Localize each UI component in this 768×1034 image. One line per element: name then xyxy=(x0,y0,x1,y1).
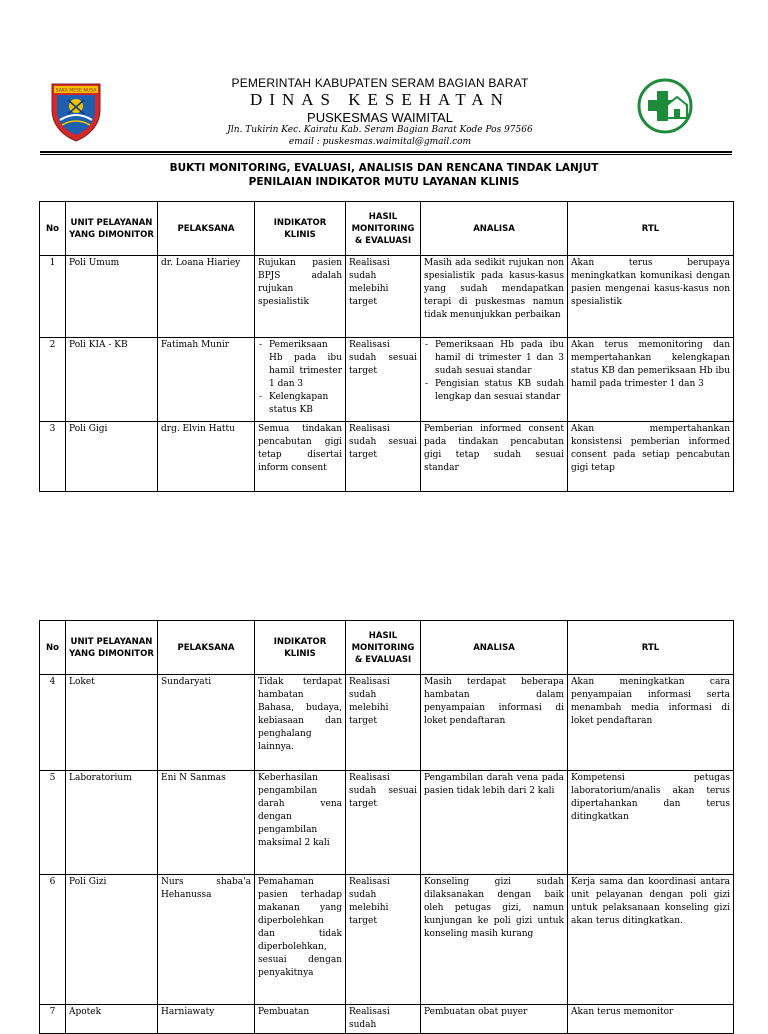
cell-rtl: Akan terus memonitoring dan mempertahankan kelengkapan status KB dan pemeriksaan Hb ibu hamil pada trimester 1 dan 3 xyxy=(568,338,734,422)
table-row xyxy=(40,422,734,492)
monitoring-table-part1 xyxy=(39,201,734,492)
letterhead-agency: DINAS KESEHATAN xyxy=(250,90,510,109)
cell-unit: Apotek xyxy=(66,1005,158,1034)
cell-analisa: Masih ada sedikit rujukan non spesialistik pada kasus-kasus yang sudah mendapatkan terapi di puskesmas namun tidak menunjukkan perbaikan xyxy=(421,256,568,338)
table-row xyxy=(40,675,734,771)
cell-unit: Laboratorium xyxy=(66,771,158,875)
svg-text:SAKA MESE NUSA: SAKA MESE NUSA xyxy=(55,88,97,94)
table-row xyxy=(40,875,734,1005)
header-rtl: RTL xyxy=(568,202,734,256)
cell-unit: Poli Umum xyxy=(66,256,158,338)
cell-indikator: Rujukan pasien BPJS adalah rujukan spesialistik xyxy=(255,256,346,338)
list-item: - Pengisian status KB sudah lengkap dan sesuai standar xyxy=(435,378,564,404)
cell-indikator: Pemahaman pasien terhadap makanan yang diperbolehkan dan tidak diperbolehkan, sesuai dengan penyakitnya xyxy=(255,875,346,1005)
header-pelaksana: PELAKSANA xyxy=(158,202,255,256)
header-rtl: RTL xyxy=(568,621,734,675)
table-header-row xyxy=(40,202,734,256)
cell-hasil: Realisasi sudah sesuai target xyxy=(346,771,421,875)
cell-hasil: Realisasi sudah sesuai target xyxy=(346,338,421,422)
header-no: No xyxy=(40,202,66,256)
cell-analisa: Pembuatan obat puyer xyxy=(421,1005,568,1034)
cell-indikator: Semua tindakan pencabutan gigi tetap disertai inform consent xyxy=(255,422,346,492)
header-pelaksana: PELAKSANA xyxy=(158,621,255,675)
cell-no: 6 xyxy=(40,875,66,1005)
letterhead-address: Jln. Tukirin Kec. Kairatu Kab. Seram Bagian Barat Kode Pos 97566 xyxy=(227,125,533,135)
table-row xyxy=(40,771,734,875)
cell-analisa: Masih terdapat beberapa hambatan dalam penyampaian informasi di loket pendaftaran xyxy=(421,675,568,771)
cell-hasil: Realisasi sudah melebihi target xyxy=(346,256,421,338)
cell-no: 5 xyxy=(40,771,66,875)
list-item: - Pemeriksaan Hb pada ibu hamil trimester 1 dan 3 xyxy=(269,339,342,391)
cell-unit: Poli KIA - KB xyxy=(66,338,158,422)
cell-pelaksana: dr. Loana Hiariey xyxy=(158,256,255,338)
cell-hasil: Realisasi sudah melebihi target xyxy=(346,675,421,771)
header-analisa: ANALISA xyxy=(421,202,568,256)
cell-pelaksana: drg. Elvin Hattu xyxy=(158,422,255,492)
cell-rtl: Akan terus berupaya meningkatkan komunikasi dengan pasien mengenai kasus-kasus non spesialistik xyxy=(568,256,734,338)
cell-no: 7 xyxy=(40,1005,66,1034)
cell-no: 1 xyxy=(40,256,66,338)
header-unit: UNIT PELAYANAN YANG DIMONITOR xyxy=(66,202,158,256)
cell-analisa xyxy=(421,338,568,422)
cell-analisa: Konseling gizi sudah dilaksanakan dengan baik oleh petugas gizi, namun kunjungan ke poli gizi untuk konseling masih kurang xyxy=(421,875,568,1005)
cell-analisa: Pemberian informed consent pada tindakan pencabutan gigi tetap sudah sesuai standar xyxy=(421,422,568,492)
letterhead-government: PEMERINTAH KABUPATEN SERAM BAGIAN BARAT xyxy=(231,76,529,90)
letterhead-email: email : puskesmas.waimital@gmail.com xyxy=(288,137,472,147)
cell-no: 4 xyxy=(40,675,66,771)
document-title-line1: BUKTI MONITORING, EVALUASI, ANALISIS DAN RENCANA TINDAK LANJUT xyxy=(169,162,599,174)
header-indikator: INDIKATOR KLINIS xyxy=(255,621,346,675)
header-indikator: INDIKATOR KLINIS xyxy=(255,202,346,256)
letterhead-rule-bottom xyxy=(40,154,732,155)
cell-pelaksana: Eni N Sanmas xyxy=(158,771,255,875)
cell-pelaksana: Sundaryati xyxy=(158,675,255,771)
cell-indikator: Pembuatan xyxy=(255,1005,346,1034)
document-title-line2: PENILAIAN INDIKATOR MUTU LAYANAN KLINIS xyxy=(248,176,520,188)
cell-unit: Poli Gizi xyxy=(66,875,158,1005)
header-no: No xyxy=(40,621,66,675)
table-header-row xyxy=(40,621,734,675)
cell-rtl: Akan meningkatkan cara penyampaian informasi serta menambah media informasi di loket pendaftaran xyxy=(568,675,734,771)
cell-pelaksana: Harniawaty xyxy=(158,1005,255,1034)
cell-indikator xyxy=(255,338,346,422)
cell-indikator: Keberhasilan pengambilan darah vena dengan pengambilan maksimal 2 kali xyxy=(255,771,346,875)
header-analisa: ANALISA xyxy=(421,621,568,675)
list-item: - Pemeriksaan Hb pada ibu hamil di trimester 1 dan 3 sudah sesuai standar xyxy=(435,339,564,378)
cell-rtl: Akan mempertahankan konsistensi pemberian informed consent pada setiap pencabutan gigi tetap xyxy=(568,422,734,492)
table-row xyxy=(40,1005,734,1034)
regency-crest-logo xyxy=(50,80,102,142)
cell-unit: Loket xyxy=(66,675,158,771)
cell-hasil: Realisasi sudah melebihi target xyxy=(346,875,421,1005)
letterhead-rule-top xyxy=(40,151,732,153)
cell-pelaksana: Nurs shaba'a Hehanussa xyxy=(158,875,255,1005)
cell-no: 2 xyxy=(40,338,66,422)
cell-indikator: Tidak terdapat hambatan Bahasa, budaya, kebiasaan dan penghalang lainnya. xyxy=(255,675,346,771)
monitoring-table-part2 xyxy=(39,620,734,1034)
cell-pelaksana: Fatimah Munir xyxy=(158,338,255,422)
letterhead xyxy=(0,70,768,160)
cell-rtl: Akan terus memonitor xyxy=(568,1005,734,1034)
letterhead-puskesmas: PUSKESMAS WAIMITAL xyxy=(307,110,453,125)
list-item: - Kelengkapan status KB xyxy=(269,391,342,417)
puskesmas-cross-logo xyxy=(637,78,693,134)
cell-rtl: Kompetensi petugas laboratorium/analis akan terus dipertahankan dan terus ditingkatkan xyxy=(568,771,734,875)
cell-rtl: Kerja sama dan koordinasi antara unit pelayanan dengan poli gizi untuk pelaksanaan konseling gizi akan terus ditingkatkan. xyxy=(568,875,734,1005)
cell-hasil: Realisasi sudah sesuai target xyxy=(346,422,421,492)
cell-analisa: Pengambilan darah vena pada pasien tidak lebih dari 2 kali xyxy=(421,771,568,875)
cell-hasil: Realisasi sudah xyxy=(346,1005,421,1034)
header-hasil: HASIL MONITORING & EVALUASI xyxy=(346,621,421,675)
cell-unit: Poli Gigi xyxy=(66,422,158,492)
header-unit: UNIT PELAYANAN YANG DIMONITOR xyxy=(66,621,158,675)
table-row xyxy=(40,338,734,422)
table-row xyxy=(40,256,734,338)
cell-no: 3 xyxy=(40,422,66,492)
header-hasil: HASIL MONITORING & EVALUASI xyxy=(346,202,421,256)
